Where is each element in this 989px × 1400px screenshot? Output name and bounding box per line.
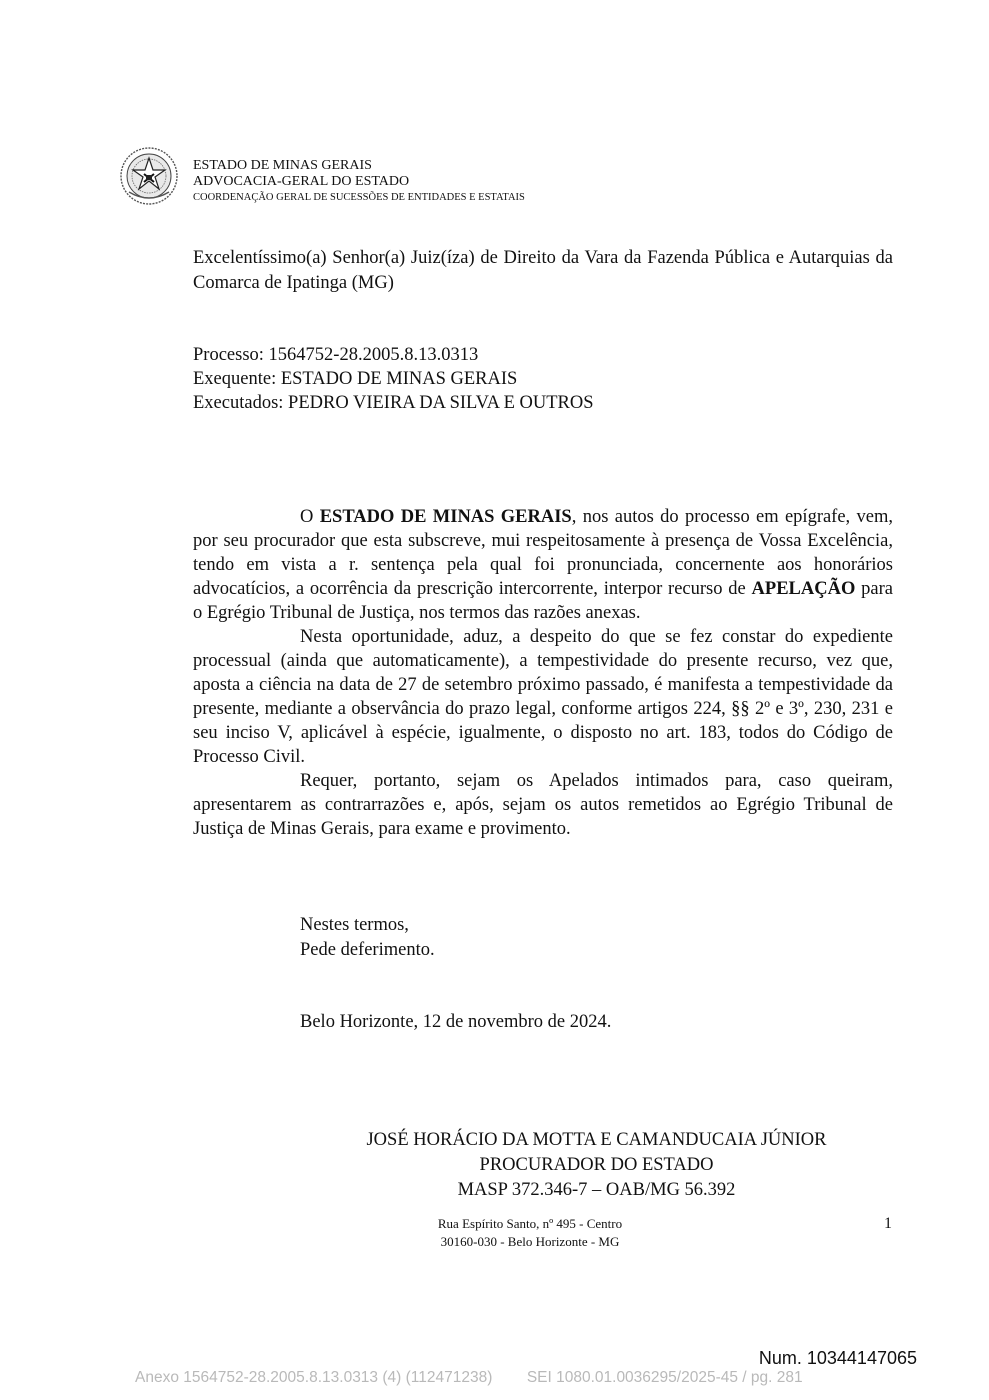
party-name: ESTADO DE MINAS GERAIS bbox=[319, 507, 572, 527]
signer-ids: MASP 372.346-7 – OAB/MG 56.392 bbox=[457, 1180, 736, 1200]
case-defendants: Executados: PEDRO VIEIRA DA SILVA E OUTROS bbox=[193, 393, 594, 413]
footer-address bbox=[400, 1215, 660, 1251]
signer-name: JOSÉ HORÁCIO DA MOTTA E CAMANDUCAIA JÚNIOR bbox=[366, 1130, 827, 1150]
letterhead bbox=[193, 158, 525, 206]
annex-watermark: Anexo 1564752-28.2005.8.13.0313 (4) (112471238) SEI 1080.01.0036295/2025-45 / pg. 281 bbox=[135, 1369, 803, 1386]
page-number: 1 bbox=[884, 1215, 892, 1232]
case-plaintiff: Exequente: ESTADO DE MINAS GERAIS bbox=[193, 369, 518, 389]
state-seal-icon bbox=[119, 146, 179, 206]
closing bbox=[300, 913, 435, 963]
footer-address-line-1: Rua Espírito Santo, nº 495 - Centro bbox=[437, 1216, 623, 1231]
letterhead-state: ESTADO DE MINAS GERAIS bbox=[193, 158, 372, 173]
appeal-term: APELAÇÃO bbox=[751, 579, 856, 599]
addressee: Excelentíssimo(a) Senhor(a) Juiz(íza) de Direito da Vara da Fazenda Pública e Autarquias da Comarca de Ipatinga (MG) bbox=[193, 248, 893, 293]
letterhead-department: COORDENAÇÃO GERAL DE SUCESSÕES DE ENTIDADES E ESTATAIS bbox=[193, 192, 525, 203]
signer-title: PROCURADOR DO ESTADO bbox=[479, 1155, 714, 1175]
footer-address-line-2: 30160-030 - Belo Horizonte - MG bbox=[440, 1234, 620, 1249]
place-date: Belo Horizonte, 12 de novembro de 2024. bbox=[300, 1012, 612, 1032]
signature-block bbox=[300, 1128, 893, 1203]
letterhead-agency: ADVOCACIA-GERAL DO ESTADO bbox=[193, 174, 410, 189]
paragraph-2: Nesta oportunidade, aduz, a despeito do que se fez constar do expediente processual (ainda que automaticamente), a tempestividade do presente recurso, vez que, aposta a ciência na data de 27 de setembro próximo passado, é manifesta a tempestividade da presente, mediante a observância do prazo legal, conforme artigos 224, §§ 2º e 3º, 230, 231 e seu inciso V, aplicável à espécie, igualmente, o disposto no art. 183, todos do Código de Processo Civil. bbox=[193, 627, 893, 767]
paragraph-1: O ESTADO DE MINAS GERAIS, nos autos do processo em epígrafe, vem, por seu procurador que esta subscreve, mui respeitosamente à presença de Vossa Excelência, tendo em vista a r. sentença pela qual foi pronunciada, concernente aos honorários advocatícios, a ocorrência da prescrição intercorrente, interpor recurso de APELAÇÃO para o Egrégio Tribunal de Justiça, nos termos das razões anexas. bbox=[193, 507, 893, 623]
document-number-stamp: Num. 10344147065 bbox=[758, 1348, 917, 1368]
case-info bbox=[193, 343, 594, 415]
case-number: Processo: 1564752-28.2005.8.13.0313 bbox=[193, 345, 479, 365]
petition-body bbox=[193, 505, 893, 841]
closing-line-1: Nestes termos, bbox=[300, 915, 409, 935]
closing-line-2: Pede deferimento. bbox=[300, 940, 435, 960]
paragraph-3: Requer, portanto, sejam os Apelados intimados para, caso queiram, apresentarem as contrarrazões e, após, sejam os autos remetidos ao Egrégio Tribunal de Justiça de Minas Gerais, para exame e provimento. bbox=[193, 771, 893, 839]
